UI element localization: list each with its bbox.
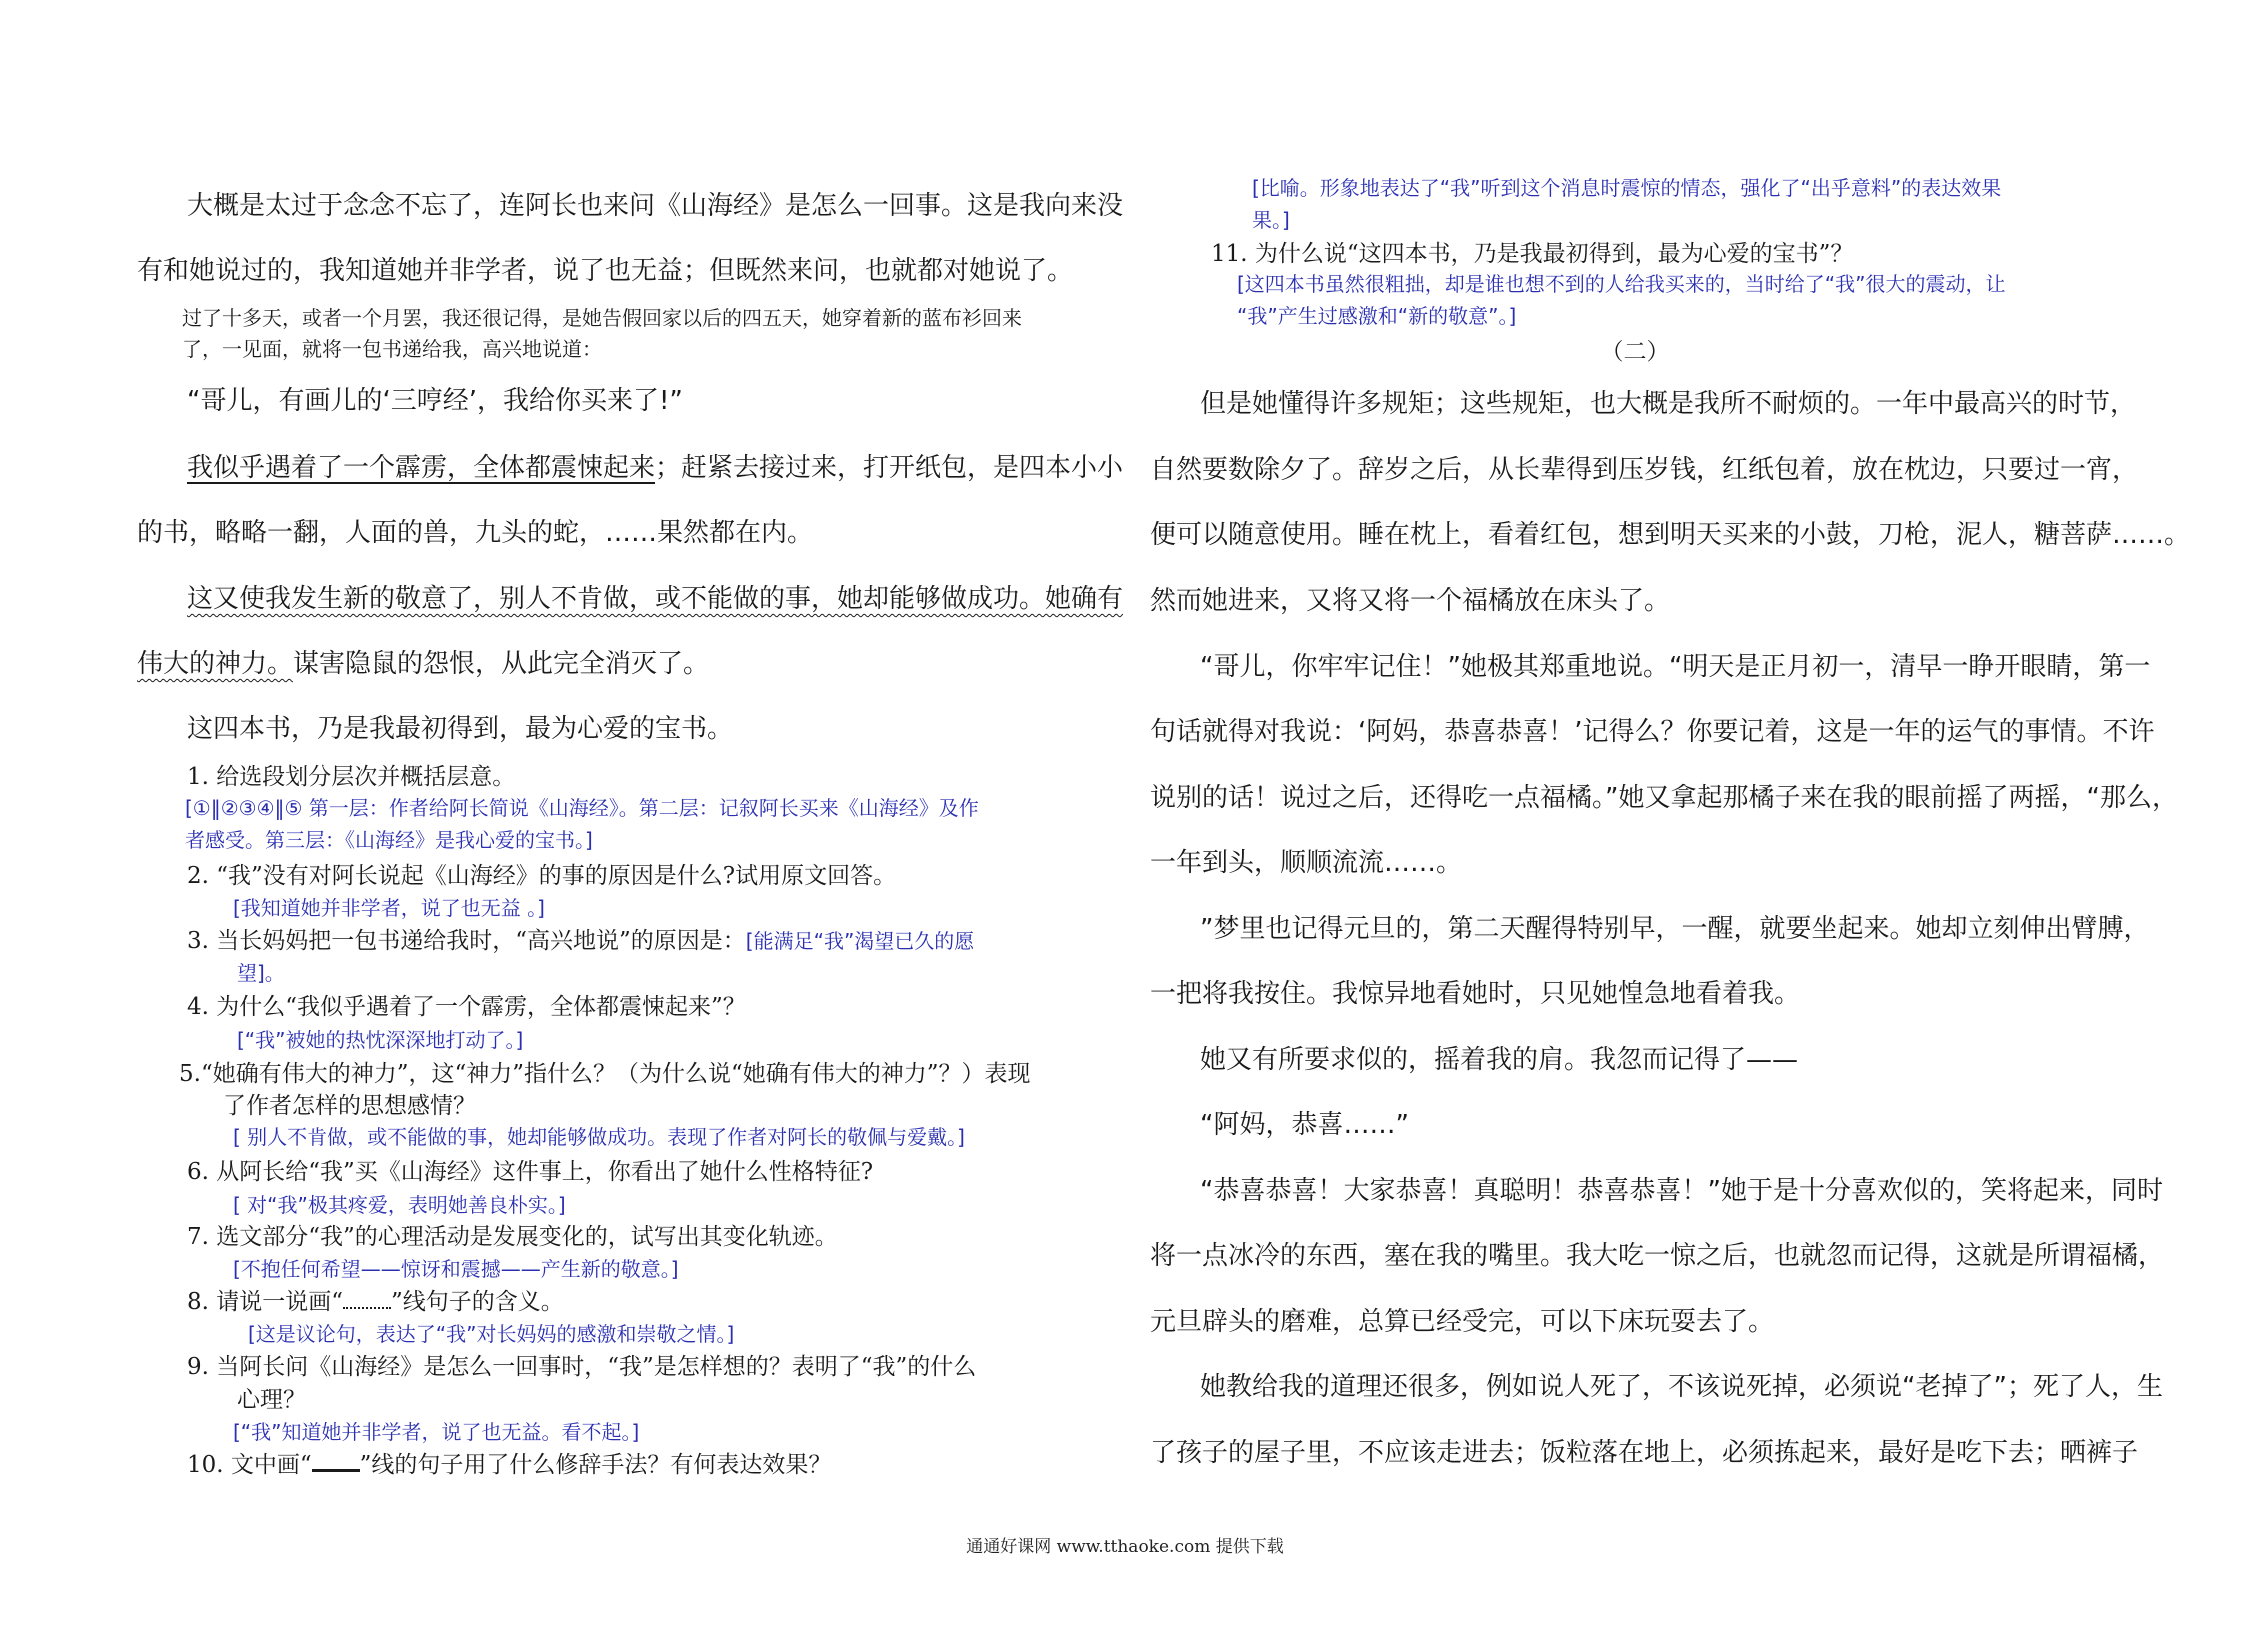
question-7: 7. 选文部分“我”的心理活动是发展变化的，试写出其变化轨迹。 [187,1224,838,1250]
question-9: 心理？ [237,1387,306,1413]
sentence-rest: ；赶紧去接过来，打开纸包，是四本小小 [655,453,1124,483]
section-heading: （二） [1600,339,1670,365]
paragraph-line: ”梦里也记得元旦的，第二天醒得特别早，一醒，就要坐起来。她却立刻伸出臂膊， [1200,914,2150,944]
answer-11: [这四本书虽然很粗拙，却是谁也想不到的人给我买来的，当时给了“我”很大的震动，让 [1237,272,2006,296]
solid-line-sample [312,1453,360,1472]
question-9: 9. 当阿长问《山海经》是怎么一回事时，“我”是怎样想的？表明了“我”的什么 [187,1354,977,1380]
paragraph-line: 但是她懂得许多规矩；这些规矩，也大概是我所不耐烦的。一年中最高兴的时节， [1200,389,2137,419]
paragraph-line: 便可以随意使用。睡在枕上，看着红包，想到明天买来的小鼓，刀枪，泥人，糖菩萨……。 [1150,520,2191,550]
question-4: 4. 为什么“我似乎遇着了一个霹雳，全体都震悚起来”？ [187,994,746,1020]
paragraph-line: 过了十多天，或者一个月罢，我还很记得，是她告假回家以后的四五天，她穿着新的蓝布衫回来 [182,306,1022,330]
question-6: 6. 从阿长给“我”买《山海经》这件事上，你看出了她什么性格特征? [187,1159,874,1185]
answer-3: 望]。 [237,961,285,985]
paragraph-line: “阿妈，恭喜……” [1200,1110,1409,1140]
paragraph-line: 她又有所要求似的，摇着我的肩。我忽而记得了—— [1200,1045,1799,1075]
answer-10: [比喻。形象地表达了“我”听到这个消息时震惊的情态，强化了“出乎意料”的表达效果 [1252,176,2002,200]
paragraph-line [187,447,1123,484]
answer-1: 者感受。第三层：《山海经》是我心爱的宝书。] [185,828,593,852]
paragraph-line: 大概是太过于念念不忘了，连阿长也来问《山海经》是怎么一回事。这是我向来没 [187,191,1124,221]
paragraph-line: 了，一见面，就将一包书递给我，高兴地说道： [182,337,602,361]
question-10-text: 10. 文中画“ [187,1452,312,1478]
question-3-text: 3. 当长妈妈把一包书递给我时，“高兴地说”的原因是： [187,928,746,954]
answer-10: 果。] [1252,208,1290,232]
answer-5: [ 别人不肯做，或不能做的事，她却能够做成功。表现了作者对阿长的敬佩与爱戴。] [233,1125,965,1149]
paragraph-line: 自然要数除夕了。辞岁之后，从长辈得到压岁钱，红纸包着，放在枕边，只要过一宵， [1150,455,2139,485]
paragraph-line: 有和她说过的，我知道她并非学者，说了也无益；但既然来问，也就都对她说了。 [137,256,1074,286]
paragraph-line: 的书，略略一翻，人面的兽，九头的蛇，……果然都在内。 [137,518,814,548]
paragraph-line: 句话就得对我说：‘阿妈，恭喜恭喜！’记得么？你要记着，这是一年的运气的事情。不许 [1150,717,2155,747]
answer-9: [“我”知道她并非学者，说了也无益。看不起。] [233,1420,640,1444]
question-1: 1. 给选段划分层次并概括层意。 [187,764,516,790]
wavy-underlined-sentence: 这又使我发生新的敬意了，别人不肯做，或不能做的事，她却能够做成功。她确有 [187,584,1124,614]
paragraph-line: 说别的话！说过之后，还得吃一点福橘。”她又拿起那橘子来在我的眼前摇了两摇，“那么， [1150,783,2178,813]
answer-6: [ 对“我”极其疼爱，表明她善良朴实。] [233,1193,566,1217]
answer-1: [①‖②③④‖⑤ 第一层：作者给阿长简说《山海经》。第二层：记叙阿长买来《山海经》及作 [185,796,979,820]
paragraph-line: “恭喜恭喜！大家恭喜！真聪明！恭喜恭喜！”她于是十分喜欢似的，笑将起来，同时 [1200,1176,2163,1206]
paragraph-line: 这四本书，乃是我最初得到，最为心爱的宝书。 [187,714,734,744]
question-11: 11. 为什么说“这四本书，乃是我最初得到，最为心爱的宝书”？ [1211,241,1854,267]
paragraph-line: 将一点冰冷的东西，塞在我的嘴里。我大吃一惊之后，也就忽而记得，这就是所谓福橘， [1150,1241,2165,1271]
question-10-text: ”线的句子用了什么修辞手法？有何表达效果？ [359,1452,832,1478]
sentence-rest: 谋害隐鼠的怨恨，从此完全消灭了。 [293,649,710,679]
wavy-underlined-sentence: 伟大的神力。 [137,649,294,679]
wavy-line-sample [343,1291,391,1309]
question-8 [187,1283,564,1316]
answer-11: “我”产生过感激和“新的敬意”。] [1237,304,1517,328]
paragraph-line [137,643,709,680]
question-10 [187,1446,831,1479]
underlined-sentence: 我似乎遇着了一个霹雳，全体都震悚起来 [187,453,656,483]
paragraph-line: “哥儿，你牢牢记住！”她极其郑重地说。“明天是正月初一，清早一睁开眼睛，第一 [1200,652,2151,682]
paragraph-line: 了孩子的屋子里，不应该走进去；饭粒落在地上，必须拣起来，最好是吃下去；晒裤子 [1150,1438,2139,1468]
paragraph-line: 然而她进来，又将又将一个福橘放在床头了。 [1150,586,1671,616]
question-2: 2. “我”没有对阿长说起《山海经》的事的原因是什么?试用原文回答。 [187,863,897,889]
paragraph-line: 一年到头，顺顺流流……。 [1150,848,1463,878]
dialogue-line: “哥儿，有画儿的‘三哼经’，我给你买来了!” [187,386,683,416]
paragraph-line: 一把将我按住。我惊异地看她时，只见她惶急地看着我。 [1150,979,1801,1009]
question-5: 5.“她确有伟大的神力”，这“神力”指什么？（为什么说“她确有伟大的神力”？）表现 [179,1061,1031,1087]
answer-7: [不抱任何希望——惊讶和震撼——产生新的敬意。] [233,1257,679,1281]
question-5: 了作者怎样的思想感情？ [223,1093,476,1119]
answer-3: [能满足“我”渴望已久的愿 [745,929,975,953]
question-8-text: ”线句子的含义。 [391,1289,564,1315]
answer-4: [“我”被她的热忱深深地打动了。] [237,1028,524,1052]
paragraph-line: 她教给我的道理还很多，例如说人死了，不该说死掉，必须说“老掉了”；死了人，生 [1200,1372,2163,1402]
answer-8: [这是议论句，表达了“我”对长妈妈的感激和崇敬之情。] [248,1322,735,1346]
answer-2: [我知道她并非学者，说了也无益 。] [233,896,545,920]
question-8-text: 8. 请说一说画“ [187,1289,344,1315]
paragraph-line: 元旦辟头的磨难，总算已经受完，可以下床玩耍去了。 [1150,1307,1775,1337]
page-footer: 通通好课网 www.tthaoke.com 提供下载 [966,1537,1284,1557]
question-3 [187,922,974,955]
